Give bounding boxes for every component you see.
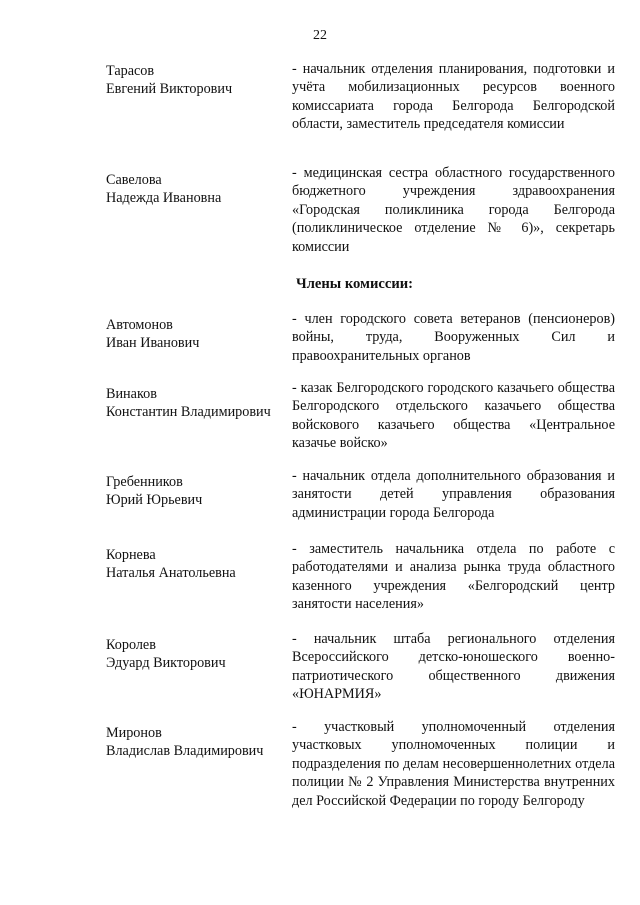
member-role: - медицинская сестра областного государственного бюджетного учреждения здравоохранения «Городская поликлиника города Белгорода (поликлиническое отделение № 6)», секретарь комиссии bbox=[292, 165, 615, 255]
member-surname: Гребенников bbox=[106, 474, 183, 490]
member-name bbox=[106, 385, 286, 421]
member-name bbox=[106, 546, 286, 582]
member-surname: Автомонов bbox=[106, 317, 173, 333]
member-surname: Савелова bbox=[106, 172, 162, 188]
section-heading: Члены комиссии: bbox=[296, 276, 414, 292]
member-name bbox=[106, 316, 286, 352]
member-given-name: Наталья Анатольевна bbox=[106, 565, 236, 581]
member-name bbox=[106, 636, 286, 672]
member-given-name: Константин Владимирович bbox=[106, 404, 271, 420]
member-given-name: Владислав Владимирович bbox=[106, 743, 264, 759]
member-given-name: Иван Иванович bbox=[106, 335, 200, 351]
member-given-name: Эдуард Викторович bbox=[106, 655, 226, 671]
member-name bbox=[106, 473, 286, 509]
member-role: - начальник штаба регионального отделения Всероссийского детско-юношеского военно-патриотического общественного движения «ЮНАРМИЯ» bbox=[292, 631, 615, 703]
member-role: - начальник отделения планирования, подготовки и учёта мобилизационных ресурсов военного комиссариата города Белгорода Белгородской области, заместитель председателя комиссии bbox=[292, 61, 615, 133]
member-surname: Королев bbox=[106, 637, 156, 653]
member-role: - участковый уполномоченный отделения участковых уполномоченных полиции и подразделения по делам несовершеннолетних отдела полиции № 2 Управления Министерства внутренних дел Российской Федерации по городу Белгороду bbox=[292, 719, 615, 809]
member-name bbox=[106, 62, 286, 98]
member-given-name: Надежда Ивановна bbox=[106, 190, 222, 206]
member-surname: Винаков bbox=[106, 386, 157, 402]
member-surname: Тарасов bbox=[106, 63, 155, 79]
member-given-name: Юрий Юрьевич bbox=[106, 492, 203, 508]
member-surname: Миронов bbox=[106, 725, 162, 741]
member-role: - казак Белгородского городского казачьего общества Белгородского отдельского казачьего общества войскового казачьего общества «Центральное казачье войско» bbox=[292, 380, 615, 452]
page-number: 22 bbox=[313, 28, 327, 43]
member-given-name: Евгений Викторович bbox=[106, 81, 233, 97]
member-role: - заместитель начальника отдела по работе с работодателями и анализа рынка труда областного казенного учреждения «Белгородский центр занятости населения» bbox=[292, 541, 615, 613]
member-surname: Корнева bbox=[106, 547, 156, 563]
member-name bbox=[106, 724, 286, 760]
member-name bbox=[106, 171, 286, 207]
member-role: - член городского совета ветеранов (пенсионеров) войны, труда, Вооруженных Сил и правоохранительных органов bbox=[292, 311, 615, 364]
member-role: - начальник отдела дополнительного образования и занятости детей управления образования администрации города Белгорода bbox=[292, 468, 615, 521]
